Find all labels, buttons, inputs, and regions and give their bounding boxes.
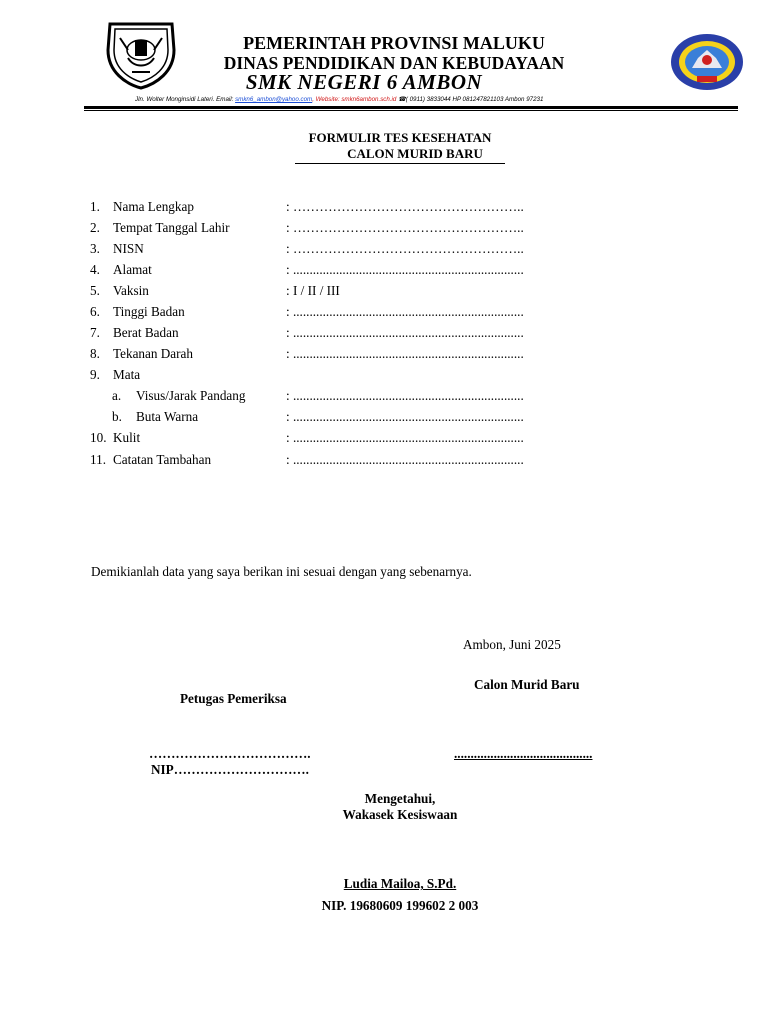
form-subtitle-wrap bbox=[0, 146, 768, 164]
field-label: Mata bbox=[113, 367, 141, 382]
field-label: Berat Badan bbox=[113, 325, 179, 340]
examiner-nip-line: NIP…………………………. bbox=[151, 762, 309, 777]
field-label: Vaksin bbox=[113, 283, 149, 298]
field-number: 10. bbox=[90, 430, 107, 445]
field-number: 6. bbox=[90, 304, 100, 319]
student-title: Calon Murid Baru bbox=[474, 677, 580, 692]
field-value[interactable]: : …………………………………………….. bbox=[286, 241, 524, 256]
statement: Demikianlah data yang saya berikan ini sesuai dengan yang sebenarnya. bbox=[91, 564, 472, 579]
field-label: Buta Warna bbox=[136, 409, 199, 424]
official-nip: NIP. 19680609 199602 2 003 bbox=[321, 898, 479, 913]
field-number: 5. bbox=[90, 283, 100, 298]
field-value[interactable]: : ...................................................................... bbox=[286, 262, 524, 277]
header-rule-thin bbox=[84, 110, 738, 111]
field-value[interactable]: : ...................................................................... bbox=[286, 325, 524, 340]
phone-text: ☎( 0911) 3833044 HP 081247821103 Ambon 97231 bbox=[396, 96, 544, 103]
gov-heading: PEMERINTAH PROVINSI MALUKU bbox=[243, 33, 545, 53]
field-label: Visus/Jarak Pandang bbox=[136, 388, 246, 403]
position-label: Wakasek Kesiswaan bbox=[342, 807, 458, 822]
form-title: FORMULIR TES KESEHATAN bbox=[308, 130, 492, 145]
field-number: 4. bbox=[90, 262, 100, 277]
field-number: 9. bbox=[90, 367, 100, 382]
email-link[interactable]: smkn6_ambon@yahoo.com bbox=[235, 96, 313, 103]
field-label: Kulit bbox=[113, 430, 141, 445]
field-value[interactable]: : ...................................................................... bbox=[286, 430, 524, 445]
place-date: Ambon, Juni 2025 bbox=[463, 637, 561, 652]
field-label: Tinggi Badan bbox=[113, 304, 185, 319]
field-label: Tekanan Darah bbox=[113, 346, 193, 361]
field-label: Nama Lengkap bbox=[113, 199, 194, 214]
field-number: 8. bbox=[90, 346, 100, 361]
examiner-title: Petugas Pemeriksa bbox=[180, 691, 287, 706]
field-number: b. bbox=[112, 409, 122, 424]
field-label: Alamat bbox=[113, 262, 152, 277]
address-prefix: Jln. Wolter Monginsidi Lateri. Email: bbox=[135, 96, 236, 103]
field-value[interactable]: : ...................................................................... bbox=[286, 346, 524, 361]
acknowledge-label: Mengetahui, bbox=[364, 791, 436, 806]
field-label: NISN bbox=[113, 241, 144, 256]
student-signature-line: .......................................... bbox=[454, 746, 593, 761]
field-value[interactable]: : ...................................................................... bbox=[286, 388, 524, 403]
department-heading: DINAS PENDIDIKAN DAN KEBUDAYAAN bbox=[223, 53, 565, 73]
field-value[interactable]: : …………………………………………….. bbox=[286, 220, 524, 235]
field-number: 2. bbox=[90, 220, 100, 235]
examiner-signature-line: ………………………………. bbox=[149, 746, 311, 761]
official-name: Ludia Mailoa, S.Pd. bbox=[343, 876, 457, 891]
field-number: 11. bbox=[90, 452, 106, 467]
website-text: , Website: smkn6ambon.sch.id bbox=[312, 96, 397, 103]
header-rule-thick bbox=[84, 106, 738, 109]
field-label: Catatan Tambahan bbox=[113, 452, 212, 467]
field-number: 3. bbox=[90, 241, 100, 256]
field-value[interactable]: : ...................................................................... bbox=[286, 304, 524, 319]
school-address bbox=[135, 96, 543, 103]
field-value[interactable]: : ...................................................................... bbox=[286, 409, 524, 424]
field-number: 7. bbox=[90, 325, 100, 340]
field-value[interactable]: : …………………………………………….. bbox=[286, 199, 524, 214]
field-number: a. bbox=[112, 388, 122, 403]
field-value[interactable]: : ...................................................................... bbox=[286, 452, 524, 467]
field-label: Tempat Tanggal Lahir bbox=[113, 220, 230, 235]
form-subtitle: CALON MURID BARU bbox=[295, 146, 505, 164]
field-value[interactable]: : I / II / III bbox=[286, 283, 340, 298]
field-number: 1. bbox=[90, 199, 100, 214]
school-name: SMK NEGERI 6 AMBON bbox=[245, 70, 483, 94]
